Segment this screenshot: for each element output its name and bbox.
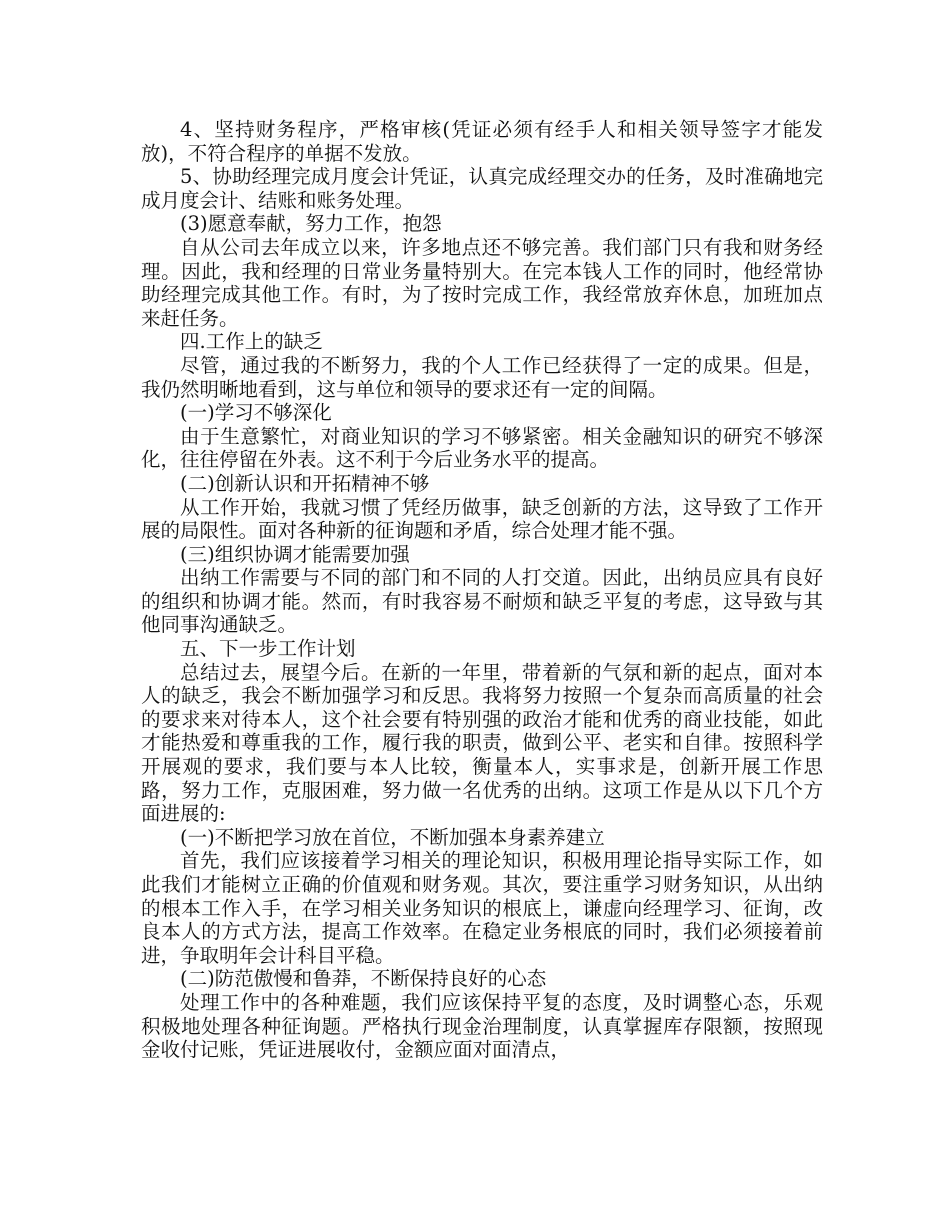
paragraph-shortcomings-intro: 尽管，通过我的不断努力，我的个人工作已经获得了一定的成果。但是，我仍然明晰地看到，这与单位和领导的要求还有一定的间隔。 [141, 353, 823, 401]
paragraph-mindset: 处理工作中的各种难题，我们应该保持平复的态度，及时调整心态，乐观积极地处理各种征询题。严格执行现金治理制度，认真掌握库存限额，按照现金收付记账，凭证进展收付，金额应面对面清点， [141, 990, 823, 1062]
section-heading-next-plan: 五、下一步工作计划 [180, 637, 356, 661]
document-body [141, 118, 823, 1062]
subheading-mindset: (二)防范傲慢和鲁莽，不断保持良好的心态 [180, 967, 547, 991]
subheading-dedication: (3)愿意奉献，努力工作，抱怨 [180, 212, 442, 236]
paragraph-learning-first: 首先，我们应该接着学习相关的理论知识，积极用理论指导实际工作，如此我们才能树立正确的价值观和财务观。其次，要注重学习财务知识，从出纳的根本工作入手，在学习相关业务知识的根底上，谦虚向经理学习、征询，改良本人的方式方法，提高工作效率。在稳定业务根底的同时，我们必须接着前进，争取明年会计科目平稳。 [141, 849, 823, 967]
paragraph-innovation: 从工作开始，我就习惯了凭经历做事，缺乏创新的方法，这导致了工作开展的局限性。面对各种新的征询题和矛盾，综合处理才能不强。 [141, 495, 823, 543]
subheading-innovation: (二)创新认识和开拓精神不够 [180, 471, 430, 495]
section-heading-shortcomings: 四.工作上的缺乏 [180, 330, 323, 354]
paragraph-coordination: 出纳工作需要与不同的部门和不同的人打交道。因此，出纳员应具有良好的组织和协调才能。然而，有时我容易不耐烦和缺乏平复的考虑，这导致与其他同事沟通缺乏。 [141, 566, 823, 637]
paragraph-study: 由于生意繁忙，对商业知识的学习不够紧密。相关金融知识的研究不够深化，往往停留在外表。这不利于今后业务水平的提高。 [141, 424, 823, 472]
paragraph-item-5: 5、协助经理完成月度会计凭证，认真完成经理交办的任务，及时准确地完成月度会计、结账和账务处理。 [141, 165, 823, 212]
paragraph-item-4: 4、坚持财务程序，严格审核(凭证必须有经手人和相关领导签字才能发放)，不符合程序的单据不发放。 [141, 118, 823, 165]
subheading-study: (一)学习不够深化 [180, 401, 332, 425]
paragraph-dedication: 自从公司去年成立以来，许多地点还不够完善。我们部门只有我和财务经理。因此，我和经理的日常业务量特别大。在完本钱人工作的同时，他经常协助经理完成其他工作。有时，为了按时完成工作，我经常放弃休息，加班加点来赶任务。 [141, 235, 823, 330]
subheading-coordination: (三)组织协调才能需要加强 [180, 542, 410, 566]
subheading-learning-first: (一)不断把学习放在首位，不断加强本身素养建立 [180, 825, 605, 849]
paragraph-next-plan: 总结过去，展望今后。在新的一年里，带着新的气氛和新的起点，面对本人的缺乏，我会不断加强学习和反思。我将努力按照一个复杂而高质量的社会的要求来对待本人，这个社会要有特别强的政治才能和优秀的商业技能，如此才能热爱和尊重我的工作，履行我的职责，做到公平、老实和自律。按照科学开展观的要求，我们要与本人比较，衡量本人，实事求是，创新开展工作思路，努力工作，克服困难，努力做一名优秀的出纳。这项工作是从以下几个方面进展的: [141, 660, 823, 826]
